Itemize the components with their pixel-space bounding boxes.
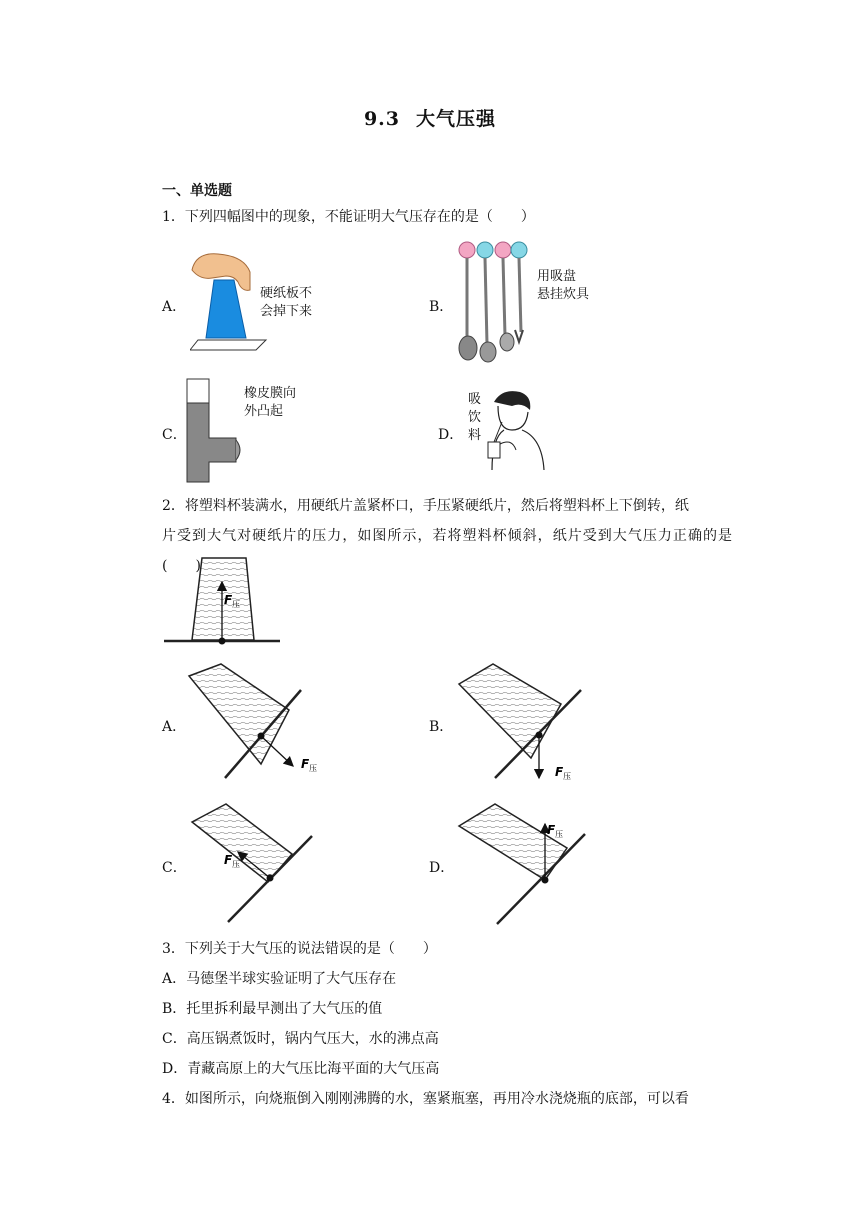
q1-option-b-letter: B． xyxy=(429,299,454,315)
svg-text:F: F xyxy=(555,765,564,779)
q2-option-d-figure xyxy=(455,800,595,928)
svg-text:压: 压 xyxy=(309,764,317,773)
svg-text:压: 压 xyxy=(232,600,240,609)
q2-upright-cup-figure xyxy=(160,554,284,650)
q2-option-b-letter: B． xyxy=(429,719,454,735)
q1-boy-drinking-figure xyxy=(482,388,548,472)
q1-option-d-caption: 吸 饮 料 xyxy=(468,392,482,443)
question-2-line-1: 2．将塑料杯装满水，用硬纸片盖紧杯口，手压紧硬纸片，然后将塑料杯上下倒转，纸 xyxy=(162,498,689,514)
svg-text:压: 压 xyxy=(555,830,563,839)
question-2-line-2: 片受到大气对硬纸片的压力，如图所示，若将塑料杯倾斜，纸片受到大气压力正确的是( ) xyxy=(162,528,732,574)
q2-option-b-figure xyxy=(455,660,595,784)
svg-text:F: F xyxy=(301,757,310,771)
question-4-stem: 4．如图所示，向烧瓶倒入刚刚沸腾的水，塞紧瓶塞，再用冷水浇烧瓶的底部，可以看 xyxy=(162,1091,689,1107)
page-title: 9.3 大气压强 xyxy=(363,108,497,130)
q2-option-d-letter: D． xyxy=(429,860,455,876)
q1-option-d-letter: D． xyxy=(438,427,464,443)
svg-text:压: 压 xyxy=(563,772,571,781)
svg-text:压: 压 xyxy=(232,860,240,869)
q3-option-b: B．托里拆利最早测出了大气压的值 xyxy=(162,1001,383,1017)
svg-text:F: F xyxy=(547,823,556,837)
q1-option-a-caption: 硬纸板不 会掉下来 xyxy=(260,286,313,319)
q3-option-c: C．高压锅煮饭时，锅内气压大，水的沸点高 xyxy=(162,1031,439,1047)
q2-option-a-figure xyxy=(185,660,325,782)
q2-option-c-letter: C． xyxy=(162,860,187,876)
q3-option-a: A．马德堡半球实验证明了大气压存在 xyxy=(162,971,397,987)
section-heading: 一、单选题 xyxy=(162,183,232,199)
q1-option-c-caption: 橡皮膜向 外凸起 xyxy=(244,386,297,419)
svg-text:F: F xyxy=(224,853,233,867)
question-3-stem: 3．下列关于大气压的说法错误的是（ ） xyxy=(162,941,437,957)
question-1-stem: 1．下列四幅图中的现象，不能证明大气压存在的是（ ） xyxy=(162,209,535,225)
q1-suction-hooks-figure xyxy=(455,240,535,364)
q1-option-c-letter: C． xyxy=(162,427,187,443)
q2-option-a-letter: A． xyxy=(162,719,187,735)
q3-option-d: D．青藏高原上的大气压比海平面的大气压高 xyxy=(162,1061,440,1077)
q2-option-c-figure xyxy=(188,800,324,926)
q1-cup-hand-figure xyxy=(190,250,270,354)
q1-option-b-caption: 用吸盘 悬挂炊具 xyxy=(537,269,590,302)
q1-option-a-letter: A． xyxy=(162,299,187,315)
q1-rubber-membrane-tube-figure xyxy=(186,378,246,484)
svg-text:F: F xyxy=(224,593,233,607)
